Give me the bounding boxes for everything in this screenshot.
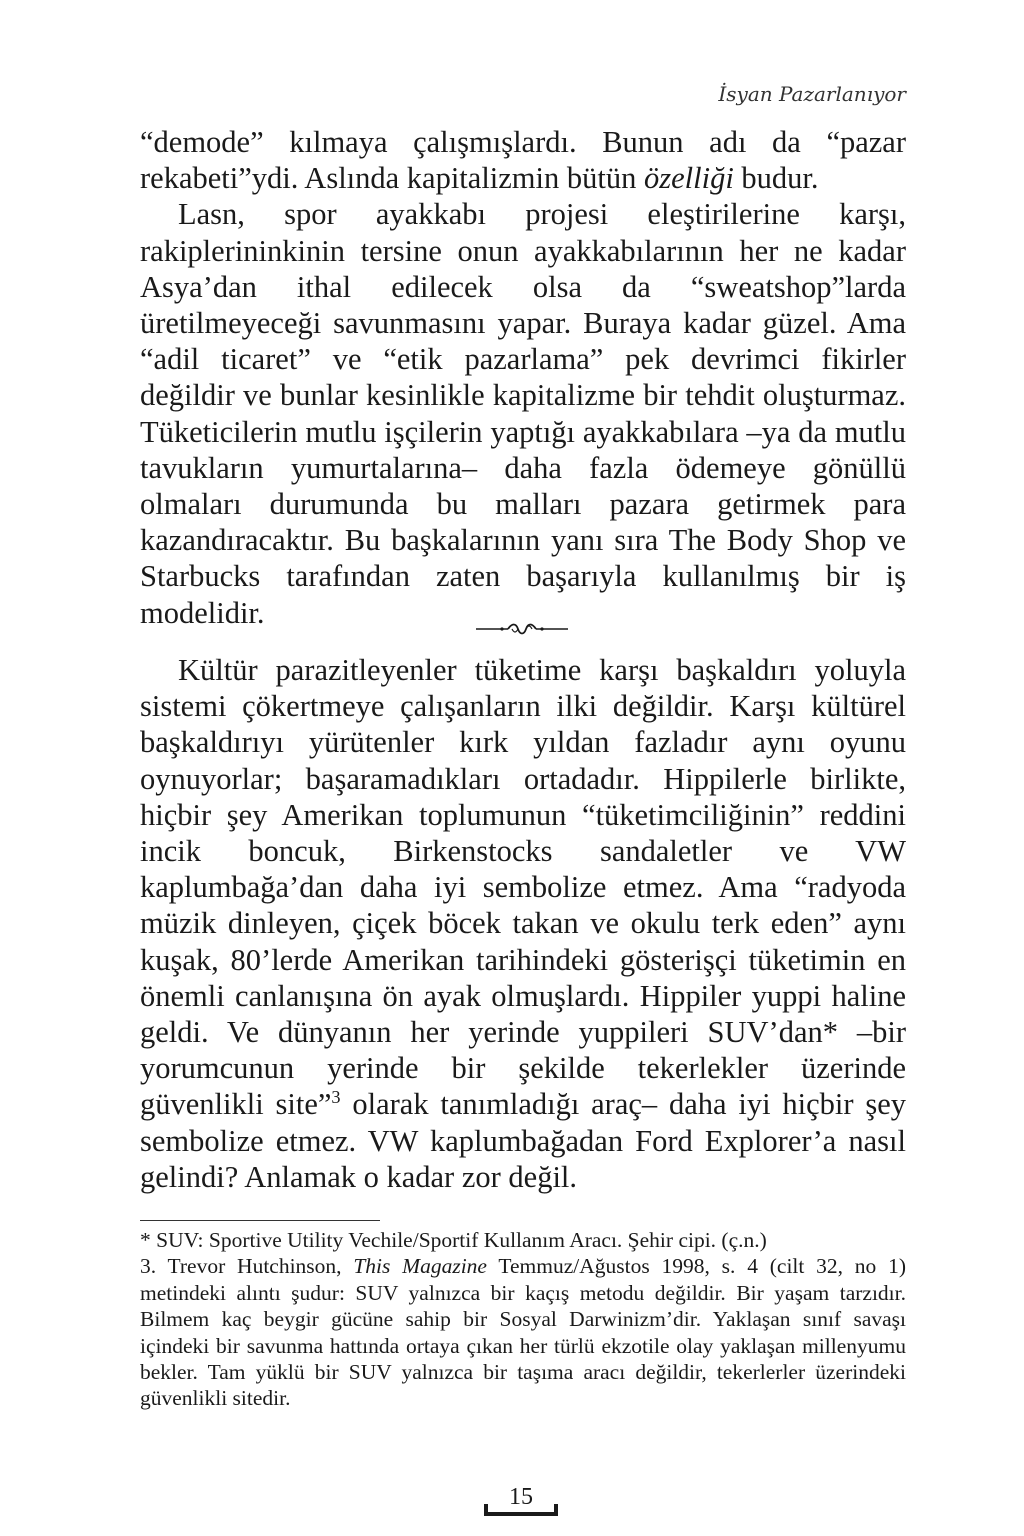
page-number-rule [484,1512,558,1516]
page-number-rule-right-tick [554,1504,558,1516]
running-header: İsyan Pazarlanıyor [718,82,906,106]
paragraph: Kültür parazitleyenler tüketime karşı başkaldırı yoluyla sistemi çökertmeye çalışanların ilki değildir. Karşı kültürel başkaldırıyı yürütenler kırk yıldan fazladır aynı oyunu oynuyorlar; başaramadıkları ortadadır. Hippilerle birlikte, hiçbir şey Amerikan toplumunun “tüketimciliğinin” reddini incik boncuk, Birkenstocks sandaletler ve VW kaplumbağa’dan daha iyi sembolize etmez. Ama “radyoda müzik dinleyen, çiçek böcek takan ve okulu terk eden” aynı kuşak, 80’lerde Amerikan tarihindeki gösterişçi tüketimin en önemli canlanışına ön ayak olmuşlardı. Hippiler yuppi haline geldi. Ve dünyanın her yerinde yuppileri SUV’dan* –bir yorumcunun yerinde bir şekilde tekerlekler üzerinde güvenlikli site”$^3$ olarak tanımladığı araç– daha iyi hiçbir şey sembolize etmez. VW kaplumbağadan Ford Explorer’a nasıl gelindi? Anlamak o kadar zor değil. [140,653,907,1194]
footnote-3: 3. Trevor Hutchinson, This Magazine Temmuz/Ağustos 1998, s. 4 (cilt 32, no 1) metindeki alıntı şudur: SUV yalnızca bir kaçış metodu değildir. Bir yaşam tarzıdır. Bilmem kaç beygir gücüne sahip bir Sosyal Darwinizm’dir. Yaklaşan sınıf savaşı içindeki bir savunma hattında ortaya çıkan her türlü ekzotile olay yaklaşan millenyumu bekler. Tam yüklü bir SUV yalnızca bir taşıma aracı değildir, tekerlerler üzerindeki güvenlikli sitedir. [140,1254,906,1411]
section-divider-ornament [472,620,572,638]
paragraph: Lasn, spor ayakkabı projesi eleştirilerine karşı, rakiplerininkinin tersine onun ayakkabılarının her ne kadar Asya’dan ithal edilecek olsa da “sweatshop”larda üretilmeyeceği savunmasını yapar. Buraya kadar güzel. Ama “adil ticaret” ve “etik pazarlama” pek devrimci fikirler değildir ve bunlar kesinlikle kapitalizme bir tehdit oluşturmaz. Tüketicilerin mutlu işçilerin yaptığı ayakkabılara –ya da mutlu tavukların yumurtalarına– daha fazla ödemeye gönüllü olmaları durumunda bu malları pazara getirmek para kazandıracaktır. Bu başkalarının yanı sıra The Body Shop ve Starbucks tarafından zaten başarıyla kullanılmış bir iş modelidir. [140,197,906,630]
footnotes [140,1227,906,1412]
footnote-separator [140,1220,380,1221]
emphasis: This Magazine [353,1254,487,1279]
paragraph: “demode” kılmaya çalışmışlardı. Bunun adı da “pazar rekabeti”ydi. Aslında kapitalizmin bütün özelliği budur. [140,125,906,196]
page-number-rule-left-tick [484,1504,488,1516]
section-1 [140,124,906,631]
footnote-star: * SUV: Sportive Utility Vechile/Sportif Kullanım Aracı. Şehir cipi. (ç.n.) [140,1228,767,1252]
emphasis: özelliği [643,161,734,196]
footnote-ref: 3 [331,1087,341,1108]
section-2 [140,652,906,1195]
page-number: 15 [509,1484,533,1510]
